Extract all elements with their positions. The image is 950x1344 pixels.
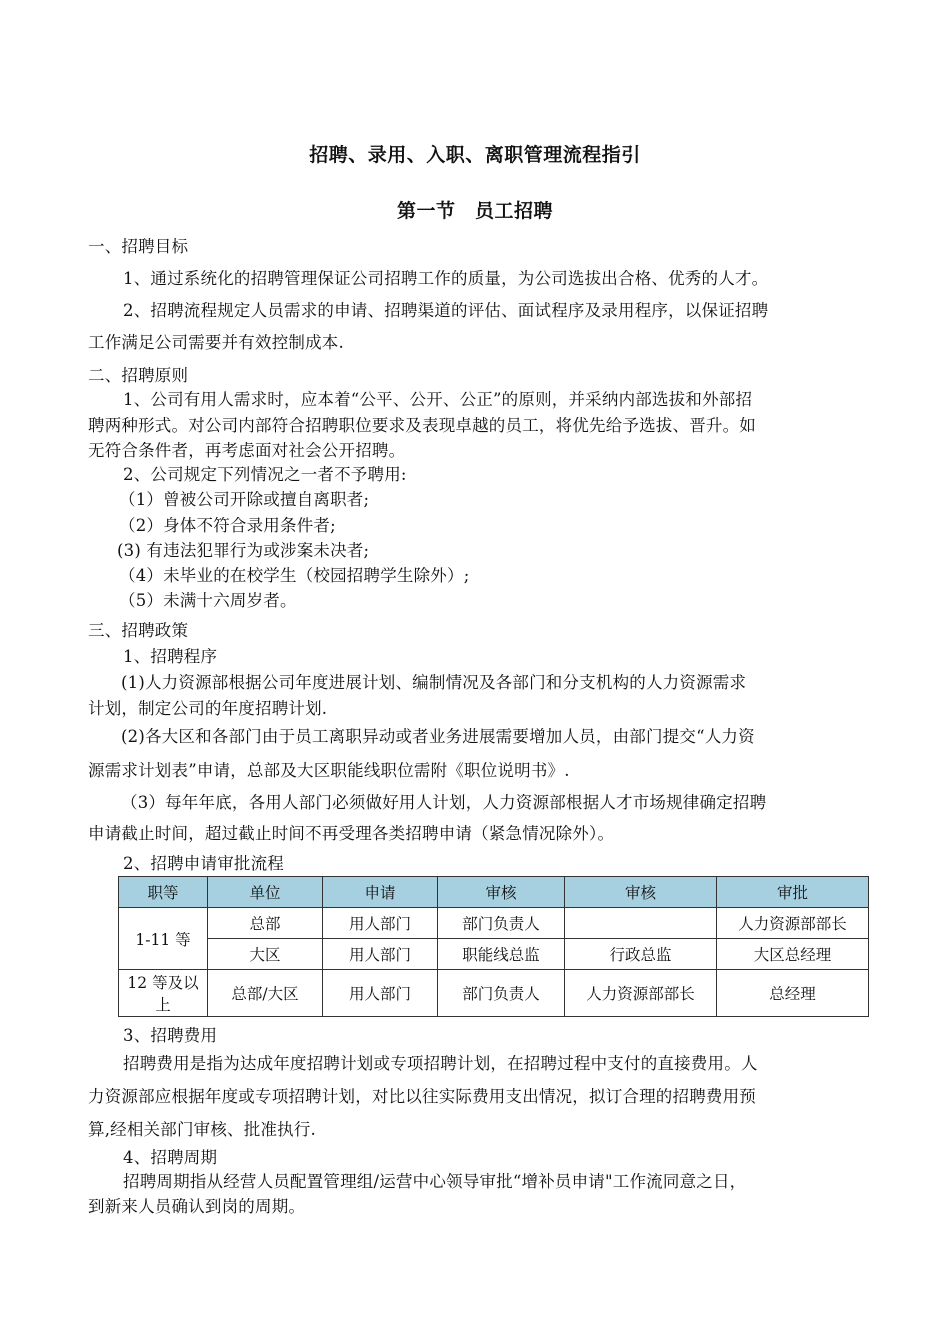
table-cell: 人力资源部部长 <box>717 908 869 939</box>
header-cell: 单位 <box>208 877 323 908</box>
document-title: 招聘、录用、入职、离职管理流程指引 <box>309 144 641 166</box>
list-item: （5）未满十六周岁者。 <box>119 591 297 610</box>
paragraph: 到新来人员确认到岗的周期。 <box>88 1197 306 1216</box>
paragraph: 招聘周期指从经营人员配置管理组/运营中心领导审批“增补员申请"工作流同意之日， <box>123 1172 747 1191</box>
table-cell: 行政总监 <box>565 939 717 970</box>
list-item: （1）曾被公司开除或擅自离职者; <box>119 490 370 509</box>
approval-table <box>118 876 869 1017</box>
table-row <box>119 939 869 970</box>
heading-recruit-policy: 三、招聘政策 <box>88 621 189 640</box>
header-cell: 审核 <box>438 877 565 908</box>
heading-recruit-goal: 一、招聘目标 <box>88 237 189 256</box>
table-cell: 大区 <box>208 939 323 970</box>
paragraph: 申请截止时间，超过截止时间不再受理各类招聘申请（紧急情况除外）。 <box>88 824 615 843</box>
table-cell: 总部 <box>208 908 323 939</box>
table-row <box>119 970 869 1017</box>
table-header-row <box>119 877 869 908</box>
table-cell <box>565 908 717 939</box>
subheading: 1、招聘程序 <box>123 647 218 666</box>
table-cell: 用人部门 <box>323 908 438 939</box>
table-cell: 用人部门 <box>323 939 438 970</box>
table-cell: 总经理 <box>717 970 869 1017</box>
list-item: （2）身体不符合录用条件者; <box>119 516 336 535</box>
header-cell: 职等 <box>119 877 208 908</box>
paragraph: 力资源部应根据年度或专项招聘计划，对比以往实际费用支出情况，拟订合理的招聘费用预 <box>88 1087 756 1106</box>
paragraph: 聘两种形式。对公司内部符合招聘职位要求及表现卓越的员工，将优先给予选拔、晋升。如 <box>88 416 756 435</box>
grade-line: 12 等及以 <box>127 974 199 992</box>
paragraph: 无符合条件者，再考虑面对社会公开招聘。 <box>88 441 406 460</box>
paragraph: 1、通过系统化的招聘管理保证公司招聘工作的质量，为公司选拔出合格、优秀的人才。 <box>123 269 769 288</box>
paragraph: （3）每年年底，各用人部门必须做好用人计划，人力资源部根据人才市场规律确定招聘 <box>121 793 767 812</box>
subheading: 3、招聘费用 <box>123 1026 218 1045</box>
paragraph: 2、公司规定下列情况之一者不予聘用: <box>123 465 407 484</box>
grade-cell <box>119 970 208 1017</box>
table-cell: 大区总经理 <box>717 939 869 970</box>
table-cell: 职能线总监 <box>438 939 565 970</box>
header-cell: 审核 <box>565 877 717 908</box>
list-item: （4）未毕业的在校学生（校园招聘学生除外）; <box>119 566 470 585</box>
paragraph: 计划，制定公司的年度招聘计划. <box>88 699 328 718</box>
paragraph: 1、公司有用人需求时，应本着“公平、公开、公正”的原则，并采纳内部选拔和外部招 <box>123 390 753 409</box>
table-cell: 部门负责人 <box>438 908 565 939</box>
header-cell: 申请 <box>323 877 438 908</box>
grade-line: 上 <box>155 996 171 1014</box>
paragraph: 2、招聘流程规定人员需求的申请、招聘渠道的评估、面试程序及录用程序，以保证招聘 <box>123 301 769 320</box>
heading-recruit-principle: 二、招聘原则 <box>88 366 189 385</box>
paragraph: 算,经相关部门审核、批准执行. <box>88 1120 316 1139</box>
header-cell: 审批 <box>717 877 869 908</box>
paragraph: (2)各大区和各部门由于员工离职异动或者业务进展需要增加人员，由部门提交“人力资 <box>121 727 755 746</box>
table-cell: 用人部门 <box>323 970 438 1017</box>
paragraph: 招聘费用是指为达成年度招聘计划或专项招聘计划，在招聘过程中支付的直接费用。人 <box>123 1054 758 1073</box>
paragraph: (1)人力资源部根据公司年度进展计划、编制情况及各部门和分支机构的人力资源需求 <box>121 673 747 692</box>
table-cell: 总部/大区 <box>208 970 323 1017</box>
table-cell: 人力资源部部长 <box>565 970 717 1017</box>
grade-cell: 1-11 等 <box>119 908 208 970</box>
section-title: 第一节 员工招聘 <box>396 200 553 222</box>
table-row <box>119 908 869 939</box>
subheading: 4、招聘周期 <box>123 1148 218 1167</box>
list-item: (3) 有违法犯罪行为或涉案未决者; <box>117 541 370 560</box>
table-cell: 部门负责人 <box>438 970 565 1017</box>
paragraph: 源需求计划表”申请，总部及大区职能线职位需附《职位说明书》. <box>88 761 570 780</box>
subheading: 2、招聘申请审批流程 <box>123 854 284 873</box>
paragraph: 工作满足公司需要并有效控制成本. <box>88 333 344 352</box>
